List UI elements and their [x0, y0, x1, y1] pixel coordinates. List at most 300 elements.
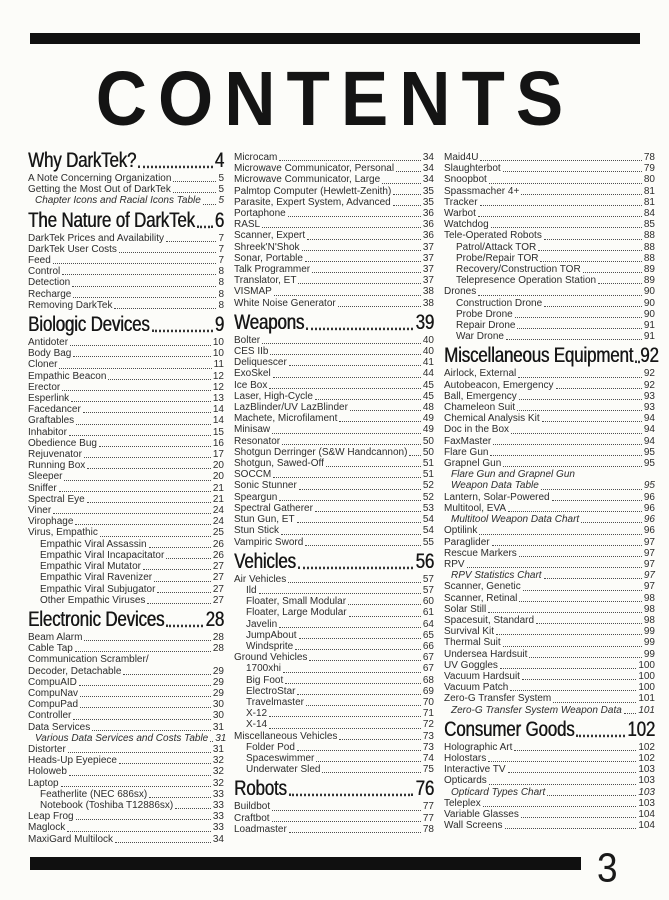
toc-entry-page: 95 [643, 446, 655, 458]
toc-entry [444, 264, 655, 275]
toc-entry-title: Laptop [28, 777, 59, 789]
dot-leader [69, 435, 211, 436]
toc-entry [444, 537, 655, 548]
toc-entry-title: Parasite, Expert System, Advanced [234, 196, 391, 208]
toc-entry [444, 197, 655, 208]
toc-entry-title: Sonar, Portable [234, 252, 303, 264]
dot-leader [115, 842, 211, 843]
toc-entry [28, 382, 224, 393]
toc-entry-title: Zero-G Transfer System [444, 693, 552, 705]
toc-entry [444, 298, 655, 309]
toc-entry-page: 100 [638, 659, 655, 671]
toc-entry-page: 7 [218, 232, 224, 244]
toc-entry-title: Obedience Bug [28, 437, 97, 449]
toc-entry-page: 88 [643, 252, 655, 264]
toc-entry [444, 219, 655, 230]
toc-entry-title: Robots [234, 776, 287, 801]
toc-entry-page: 51 [422, 458, 434, 470]
toc-entry-title: Floater, Large Modular [246, 607, 347, 619]
toc-entry-title: Maid4U [444, 152, 479, 163]
toc-entry [444, 581, 655, 592]
toc-entry [234, 436, 434, 447]
dot-leader [490, 455, 641, 456]
toc-entry-title: Paraglider [444, 536, 490, 548]
dot-leader [500, 668, 636, 669]
toc-entry-title: Ground Vehicles [234, 652, 308, 664]
dot-leader [315, 399, 421, 400]
toc-entry [234, 391, 434, 402]
toc-entry [444, 413, 655, 424]
dot-leader [393, 205, 421, 206]
dot-leader [489, 784, 637, 785]
toc-entry-page: 76 [415, 776, 434, 801]
toc-entry-page: 65 [422, 629, 434, 641]
dot-leader [149, 547, 211, 548]
toc-entry-title: Portaphone [234, 208, 286, 220]
toc-entry-page: 27 [212, 572, 224, 584]
dot-leader [624, 713, 637, 714]
toc-entry [234, 458, 434, 469]
dot-leader [299, 489, 421, 490]
toc-entry-title: Holostars [444, 752, 487, 764]
dot-leader [272, 821, 421, 822]
dot-leader [350, 410, 421, 411]
dot-leader [147, 603, 210, 604]
toc-entry [444, 253, 655, 264]
toc-entry [444, 637, 655, 648]
toc-entry [234, 152, 434, 163]
toc-entry-page: 75 [422, 764, 434, 776]
toc-entry-page: 77 [422, 812, 434, 824]
toc-entry-title: Chemical Analysis Kit [444, 413, 540, 425]
toc-entry [234, 619, 434, 630]
toc-entry [28, 654, 224, 665]
toc-entry-page: 102 [638, 752, 655, 764]
toc-entry [444, 492, 655, 503]
toc-entry [444, 626, 655, 637]
toc-entry-page: 34 [422, 163, 434, 175]
toc-entry [28, 643, 224, 654]
dot-leader [338, 306, 421, 307]
toc-entry [444, 503, 655, 514]
toc-entry-page: 53 [422, 502, 434, 514]
dot-leader [517, 410, 642, 411]
dot-leader [61, 786, 211, 787]
toc-entry [28, 393, 224, 404]
toc-entry-title: Microcam [234, 152, 278, 163]
dot-leader [123, 674, 210, 675]
dot-leader [382, 183, 421, 184]
dot-leader [306, 705, 421, 706]
toc-entry-title: UV Goggles [444, 659, 498, 671]
toc-entry [234, 630, 434, 641]
toc-entry-page: 96 [643, 502, 655, 514]
toc-entry [234, 275, 434, 286]
dot-leader [496, 634, 642, 635]
dot-leader [269, 728, 421, 729]
toc-entry-title: Variable Glasses [444, 808, 519, 820]
dot-leader [478, 295, 642, 296]
toc-entry-title: Multitool, EVA [444, 502, 507, 514]
toc-entry-title: A Note Concerning Organization [28, 173, 172, 184]
toc-section-heading [444, 717, 655, 741]
toc-entry-page: 103 [638, 775, 655, 787]
toc-entry-title: Esperlink [28, 393, 70, 405]
dot-leader [283, 672, 421, 673]
toc-entry-page: 8 [218, 299, 224, 311]
dot-leader [297, 694, 420, 695]
toc-entry-page: 27 [212, 594, 224, 606]
dot-leader [519, 399, 642, 400]
toc-entry [234, 675, 434, 686]
toc-entry [234, 596, 434, 607]
dot-leader [483, 806, 637, 807]
dot-leader [281, 534, 421, 535]
dot-leader [75, 651, 211, 652]
toc-entry-title: Opticard Types Chart [451, 786, 546, 798]
toc-entry-page: 12 [212, 381, 224, 393]
dot-leader [467, 567, 642, 568]
toc-entry-page: 64 [422, 618, 434, 630]
dot-leader [522, 679, 636, 680]
toc-entry [234, 480, 434, 491]
toc-entry-page: 84 [643, 208, 655, 220]
toc-entry [28, 505, 224, 516]
toc-entry [28, 677, 224, 688]
toc-entry-title: Slaughterbot [444, 163, 501, 175]
toc-entry-title: Resonator [234, 435, 281, 447]
toc-entry-page: 35 [422, 196, 434, 208]
toc-entry [444, 787, 655, 798]
toc-entry-page: 74 [422, 752, 434, 764]
toc-entry-title: CompuAID [28, 676, 77, 688]
toc-entry [444, 380, 655, 391]
toc-entry-title: Cloner [28, 359, 58, 371]
toc-entry [28, 438, 224, 449]
toc-entry [444, 525, 655, 536]
dot-leader [529, 657, 642, 658]
toc-entry-title: Floater, Small Modular [246, 596, 347, 608]
toc-entry-page: 103 [638, 764, 655, 776]
toc-entry-title: Empathic Viral Mutator [40, 561, 141, 573]
toc-entry-title: Minisaw [234, 424, 271, 436]
dot-leader [289, 832, 421, 833]
toc-entry-page: 56 [415, 548, 434, 573]
toc-entry [444, 309, 655, 320]
toc-section-heading [234, 310, 434, 334]
toc-entry-title: CompuPad [28, 699, 79, 711]
toc-entry [28, 710, 224, 721]
dot-leader [84, 640, 210, 641]
toc-entry-title: Control [28, 266, 61, 278]
toc-entry-page: 27 [212, 561, 224, 573]
toc-entry-title: Why DarkTek? [28, 148, 137, 172]
toc-entry-title: Speargun [234, 491, 278, 503]
dot-leader [203, 204, 217, 205]
toc-entry-page: 90 [643, 297, 655, 309]
toc-entry [28, 494, 224, 505]
toc-entry-page: 8 [218, 277, 224, 289]
toc-entry [444, 809, 655, 820]
toc-entry [444, 559, 655, 570]
toc-entry-title: Shotgun Derringer (S&W Handcannon) [234, 446, 408, 458]
toc-entry-page: 88 [643, 230, 655, 242]
toc-entry [444, 570, 655, 581]
toc-entry [444, 775, 655, 786]
toc-entry [444, 242, 655, 253]
dot-leader [80, 696, 211, 697]
toc-entry-title: Data Services [28, 721, 91, 733]
toc-entry-page: 98 [643, 592, 655, 604]
toc-entry-page: 10 [212, 337, 224, 349]
dot-leader [282, 444, 421, 445]
toc-entry [444, 798, 655, 809]
toc-entry-title: Undersea Hardsuit [444, 648, 528, 660]
dot-leader [69, 775, 211, 776]
dot-leader [84, 457, 211, 458]
toc-entry-page: 29 [212, 665, 224, 677]
toc-entry-page: 103 [638, 797, 655, 809]
toc-entry [28, 195, 224, 206]
toc-entry-page: 94 [643, 424, 655, 436]
toc-entry-title: Loadmaster [234, 823, 287, 835]
toc-entry-title: Snoopbot [444, 174, 487, 186]
toc-entry-page: 33 [212, 822, 224, 834]
toc-entry-title: 1700xhi [246, 663, 282, 675]
toc-entry-page: 31 [212, 721, 224, 733]
toc-entry-title: Miscellaneous Vehicles [234, 730, 338, 742]
toc-entry [28, 584, 224, 595]
toc-entry [28, 266, 224, 277]
toc-entry-page: 102 [638, 741, 655, 753]
toc-entry-page: 80 [643, 174, 655, 186]
toc-entry [444, 208, 655, 219]
dot-leader [488, 612, 642, 613]
dot-leader [339, 421, 421, 422]
toc-entry [28, 277, 224, 288]
toc-entry [28, 834, 224, 845]
dot-leader [166, 241, 216, 242]
toc-entry-page: 8 [218, 266, 224, 278]
toc-entry-title: ElectroStar [246, 685, 296, 697]
toc-entry-title: Interactive TV [444, 764, 506, 776]
toc-entry [28, 811, 224, 822]
toc-entry [234, 186, 434, 197]
toc-entry-title: VISMAP [234, 286, 272, 298]
dot-leader [541, 489, 642, 490]
dot-leader [100, 536, 211, 537]
toc-entry [234, 264, 434, 275]
toc-entry-title: Weapon Data Table [451, 480, 539, 492]
dot-leader [166, 625, 203, 628]
toc-entry-page: 20 [212, 471, 224, 483]
toc-entry [28, 722, 224, 733]
toc-entry [234, 813, 434, 824]
toc-entry [444, 458, 655, 469]
toc-entry-title: Featherlite (NEC 686sx) [40, 788, 148, 800]
toc-entry [28, 755, 224, 766]
toc-entry-page: 104 [638, 820, 655, 832]
toc-entry-title: RASL [234, 219, 261, 231]
toc-entry-title: The Nature of DarkTek [28, 207, 195, 232]
toc-entry-page: 38 [422, 286, 434, 298]
toc-entry-page: 26 [212, 549, 224, 561]
toc-entry-page: 21 [212, 482, 224, 494]
toc-entry-page: 93 [643, 402, 655, 414]
dot-leader [523, 590, 642, 591]
dot-leader [262, 343, 421, 344]
top-rule [30, 33, 640, 44]
toc-entry-title: Opticards [444, 775, 487, 787]
toc-entry-page: 4 [214, 148, 224, 172]
toc-entry [28, 550, 224, 561]
toc-entry [234, 731, 434, 742]
toc-entry-title: Holoweb [28, 766, 67, 778]
toc-entry-title: Stun Stick [234, 525, 280, 537]
dot-leader [197, 225, 213, 228]
toc-entry [444, 514, 655, 525]
dot-leader [315, 511, 421, 512]
toc-entry-title: Heads-Up Eyepiece [28, 755, 117, 767]
toc-entry-page: 97 [643, 558, 655, 570]
toc-entry [234, 447, 434, 458]
toc-entry-page: 14 [212, 404, 224, 416]
dot-leader [119, 252, 217, 253]
dot-leader [503, 646, 642, 647]
dot-leader [64, 480, 210, 481]
toc-entry-page: 54 [422, 525, 434, 537]
toc-column-1 [28, 148, 227, 845]
dot-leader [583, 272, 642, 273]
toc-entry-title: Recovery/Construction TOR [456, 264, 581, 276]
toc-entry [444, 705, 655, 716]
toc-entry [28, 666, 224, 677]
toc-entry-title: Empathic Beacon [28, 370, 107, 382]
dot-leader [503, 171, 642, 172]
toc-entry-page: 6 [214, 207, 224, 232]
toc-entry [234, 801, 434, 812]
toc-entry-title: Graftables [28, 415, 75, 427]
toc-entry [28, 699, 224, 710]
toc-entry-page: 78 [643, 152, 655, 163]
dot-leader [544, 306, 642, 307]
toc-entry [234, 742, 434, 753]
toc-entry-page: 34 [212, 833, 224, 845]
dot-leader [279, 627, 421, 628]
toc-entry-page: 69 [422, 685, 434, 697]
toc-entry-page: 32 [212, 755, 224, 767]
dot-leader [288, 216, 421, 217]
toc-entry-page: 55 [422, 536, 434, 548]
toc-entry-title: Detection [28, 277, 71, 289]
toc-entry-page: 32 [212, 777, 224, 789]
dot-leader [503, 466, 642, 467]
dot-leader [521, 817, 636, 818]
dot-leader [297, 750, 421, 751]
toc-entry-title: Microwave Communicator, Large [234, 174, 381, 186]
toc-entry [234, 208, 434, 219]
toc-entry [28, 371, 224, 382]
dot-leader [62, 390, 211, 391]
toc-entry [444, 447, 655, 458]
toc-entry-title: Beam Alarm [28, 631, 83, 643]
toc-entry-page: 28 [205, 607, 224, 631]
toc-entry-page: 97 [643, 581, 655, 593]
toc-entry-page: 101 [638, 693, 655, 705]
dot-leader [326, 466, 421, 467]
toc-entry [234, 492, 434, 503]
toc-section-heading [444, 343, 659, 368]
toc-entry-title: X-12 [246, 708, 268, 720]
toc-entry-page: 89 [643, 264, 655, 276]
toc-entry-title: Airlock, External [444, 368, 517, 380]
toc-entry [444, 593, 655, 604]
dot-leader [517, 328, 641, 329]
toc-entry-page: 28 [212, 643, 224, 655]
toc-entry-title: Removing DarkTek [28, 299, 113, 311]
toc-entry [444, 275, 655, 286]
toc-entry [444, 163, 655, 174]
toc-entry-title: Translator, ET [234, 275, 297, 287]
toc-entry [234, 719, 434, 730]
toc-entry-title: Sonic Stunner [234, 480, 297, 492]
toc-entry-page: 5 [218, 195, 224, 207]
toc-entry-page: 72 [422, 719, 434, 731]
toc-entry [234, 335, 434, 346]
toc-entry-page: 8 [218, 288, 224, 300]
toc-entry [234, 607, 434, 618]
toc-entry-title: Facedancer [28, 404, 81, 416]
dot-leader [480, 205, 642, 206]
dot-leader [556, 388, 642, 389]
dot-leader [270, 354, 420, 355]
dot-leader [80, 707, 211, 708]
toc-entry [28, 289, 224, 300]
toc-entry-title: DarkTek Prices and Availability [28, 232, 164, 244]
toc-entry-title: Getting the Most Out of DarkTek [28, 184, 171, 196]
dot-leader [309, 660, 420, 661]
dot-leader [273, 377, 421, 378]
dot-leader [59, 368, 211, 369]
toc-entry-page: 5 [218, 184, 224, 196]
toc-entry-title: Tracker [444, 196, 478, 208]
toc-entry [28, 732, 227, 744]
toc-entry [444, 480, 655, 491]
toc-entry-title: Travelmaster [246, 696, 304, 708]
toc-entry-page: 27 [212, 583, 224, 595]
dot-leader [73, 719, 211, 720]
toc-entry-page: 81 [643, 185, 655, 197]
toc-entry [234, 574, 434, 585]
toc-entry [28, 233, 224, 244]
toc-entry-title: Folder Pod [246, 741, 295, 753]
toc-entry [234, 174, 434, 185]
toc-entry-page: 73 [422, 730, 434, 742]
toc-entry-title: Deliquescer [234, 357, 287, 369]
toc-entry [28, 244, 224, 255]
toc-entry-page: 51 [422, 469, 434, 481]
toc-entry [28, 822, 224, 833]
toc-column-2 [234, 152, 434, 845]
toc-entry-title: Zero-G Transfer System Weapon Data [451, 704, 622, 716]
toc-entry-title: Biologic Devices [28, 312, 150, 336]
toc-entry-page: 30 [212, 710, 224, 722]
dot-leader [542, 421, 642, 422]
dot-leader [339, 739, 420, 740]
toc-entry [444, 436, 655, 447]
toc-entry [444, 174, 655, 185]
toc-entry-page: 66 [422, 640, 434, 652]
